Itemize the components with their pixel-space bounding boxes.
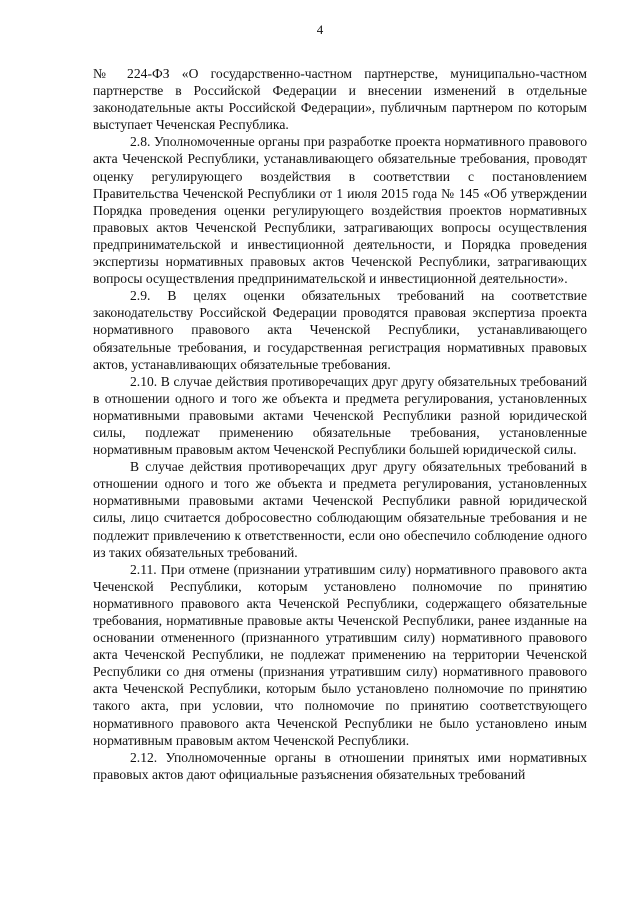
paragraph-2-10-second: В случае действия противоречащих друг другу обязательных требований в отношении одного и того же объекта и предмета регулирования, установленных нормативными правовыми актами Чеченской Республики равной юридической силы, лицо считается добросовестно соблюдающим обязательные требования и не подлежит привлечению к ответственности, если оно обеспечило соблюдение одного из таких обязательных требований. [93,459,587,560]
paragraph-2-9: 2.9. В целях оценки обязательных требований на соответствие законодательству Российской Федерации проводятся правовая экспертиза проекта нормативного правового акта Чеченской Республики, устанавливающего обязательные требования, и государственная регистрация нормативных правовых актов, устанавливающих обязательные требования. [93,288,587,372]
paragraph-2-11: 2.11. При отмене (признании утратившим силу) нормативного правового акта Чеченской Республики, которым установлено полномочие по принятию нормативного правового акта Чеченской Республики, содержащего обязательные требования, нормативные правовые акты Чеченской Республики, ранее изданные на основании отмененного (признанного утратившим силу) нормативного правового акта Чеченской Республики, не подлежат применению на территории Чеченской Республики со дня отмены (признания утратившим силу) нормативного правового акта Чеченской Республики, которым было установлено полномочие по принятию такого акта, при условии, что полномочие по принятию соответствующего нормативного правового акта Чеченской Республики не было установлено иным нормативным правовым актом Чеченской Республики. [93,561,587,748]
paragraph-2-10: 2.10. В случае действия противоречащих друг другу обязательных требований в отношении одного и того же объекта и предмета регулирования, установленных нормативными правовыми актами Чеченской Республики разной юридической силы, подлежат применению обязательные требования, установленные нормативным правовым актом Чеченской Республики большей юридической силы. [93,373,587,458]
paragraph-continuation: № 224-ФЗ «О государственно-частном партнерстве, муниципально-частном партнерстве в Российской Федерации и внесении изменений в отдельные законодательные акты Российской Федерации», публичным партнером по которым выступает Чеченская Республика. [93,66,587,133]
document-body [93,65,587,783]
paragraph-2-8: 2.8. Уполномоченные органы при разработке проекта нормативного правового акта Чеченской Республики, устанавливающего обязательные требования, проводят оценку регулирующего воздействия в соответствии с постановлением Правительства Чеченской Республики от 1 июля 2015 года № 145 «Об утверждении Порядка проведения оценки регулирующего воздействия проектов нормативных правовых актов Чеченской Республики, затрагивающих вопросы осуществления предпринимательской и инвестиционной деятельности, и Порядка проведения экспертизы нормативных правовых актов Чеченской Республики, затрагивающих вопросы осуществления предпринимательской и инвестиционной деятельности». [93,134,587,287]
page-number: 4 [316,22,324,37]
paragraph-2-12: 2.12. Уполномоченные органы в отношении принятых ими нормативных правовых актов дают официальные разъяснения обязательных требований [93,749,587,782]
